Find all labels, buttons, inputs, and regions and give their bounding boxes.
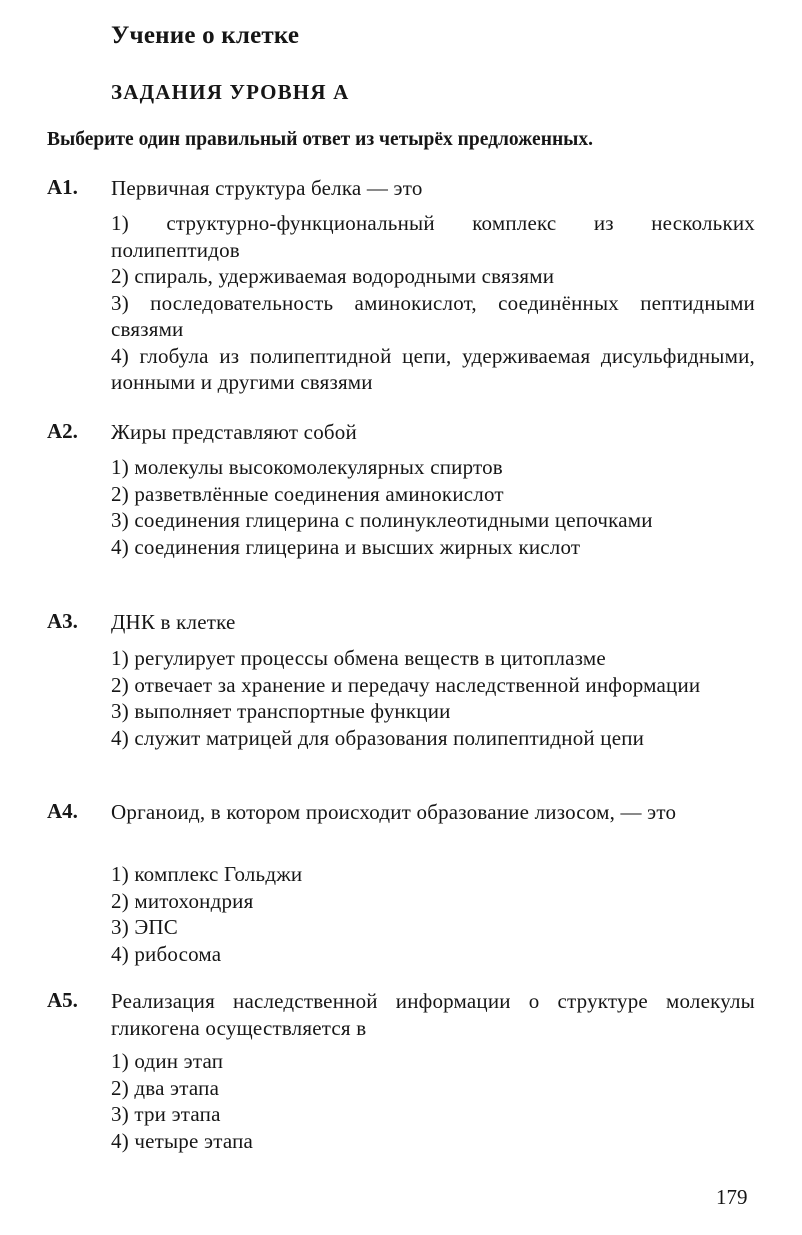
chapter-title: Учение о клетке [111,22,300,49]
answer-option: 1) структурно-функциональный комплекс из нескольких полипептидов [111,211,755,262]
answer-options [111,645,755,751]
question-number: А2. [47,419,78,443]
answer-option: 4) четыре этапа [111,1128,254,1153]
question-number: А4. [47,799,78,823]
answer-option: 3) три этапа [111,1102,221,1126]
question-text: Первичная структура белка — это [111,176,423,200]
answer-option: 2) отвечает за хранение и передачу наследственной информации [111,672,701,697]
answer-option: 2) два этапа [111,1075,220,1100]
answer-options [111,1048,755,1154]
question-text: Реализация наследственной информации о структуре молекулы гликогена осуществляется в [111,989,755,1040]
question-text: Органоид, в котором происходит образование лизосом, — это [111,800,677,824]
answer-option: 3) последовательность аминокислот, соединённых пептидными связями [111,290,755,341]
answer-option: 4) соединения глицерина и высших жирных кислот [111,534,581,559]
answer-options [111,454,755,560]
question-number: А5. [47,988,78,1012]
answer-option: 2) спираль, удерживаемая водородными связями [111,264,555,288]
answer-option: 4) рибосома [111,941,222,966]
answer-option: 4) служит матрицей для образования полипептидной цепи [111,725,645,750]
question-text: Жиры представляют собой [111,420,357,444]
answer-options [111,861,755,967]
answer-option: 1) регулирует процессы обмена веществ в цитоплазме [111,646,606,670]
task-instruction: Выберите один правильный ответ из четырёх предложенных. [47,129,594,150]
answer-options [111,210,755,396]
answer-option: 1) молекулы высокомолекулярных спиртов [111,455,503,479]
question-number: А3. [47,609,78,633]
answer-option: 2) митохондрия [111,888,254,913]
answer-option: 2) разветвлённые соединения аминокислот [111,481,504,506]
answer-option: 4) глобула из полипептидной цепи, удерживаемая дисульфидными, ионными и другими связями [111,343,755,394]
answer-option: 1) один этап [111,1049,224,1073]
answer-option: 1) комплекс Гольджи [111,862,303,886]
answer-option: 3) ЭПС [111,915,178,939]
page-number: 179 [716,1185,748,1209]
question-number: А1. [47,175,78,199]
section-title: ЗАДАНИЯ УРОВНЯ А [111,80,350,104]
answer-option: 3) соединения глицерина с полинуклеотидными цепочками [111,508,653,532]
question-text: ДНК в клетке [111,610,236,634]
answer-option: 3) выполняет транспортные функции [111,699,451,723]
